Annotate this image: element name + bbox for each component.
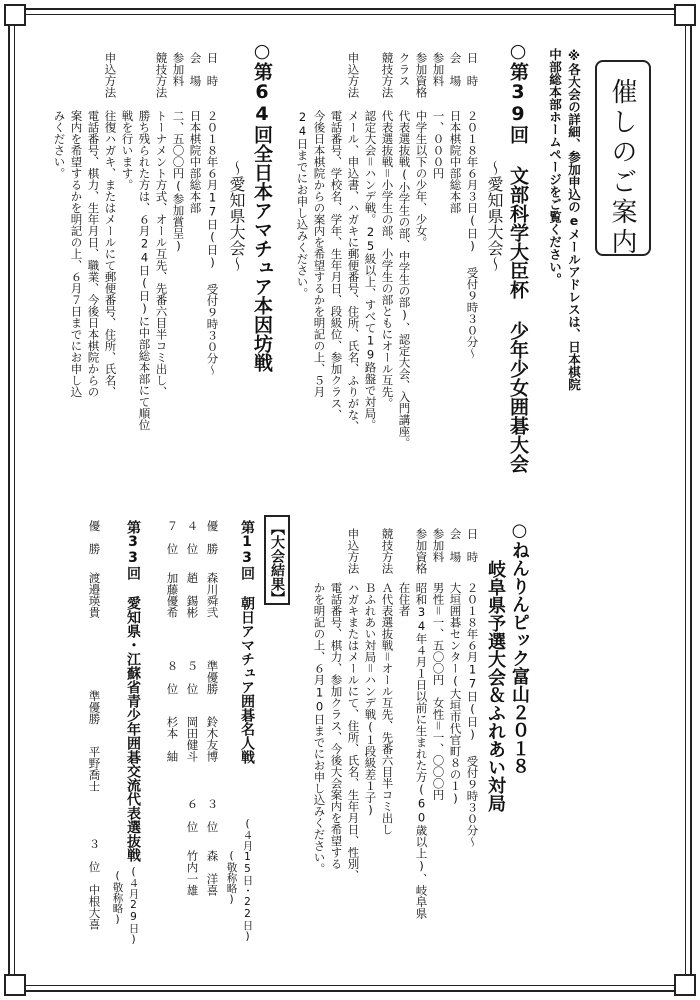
result1-name: 森 洋喜	[205, 850, 220, 896]
event1-value: 代表選抜戦(小学生の部、中学生の部)、認定大会、入門講座。	[397, 110, 412, 449]
result1-rank: ４ 位	[185, 520, 200, 555]
result1-rank: ６ 位	[185, 798, 200, 833]
event1-value: ２０１８年６月３日(日) 受付９時３０分～	[465, 110, 480, 359]
corner-ornament	[4, 974, 26, 996]
notice-line-1: ※各大会の詳細、参加申込のeメールアドレスは、日本棋院	[566, 48, 582, 391]
title-box	[595, 60, 651, 256]
event2-label: 日 時	[205, 52, 220, 87]
event2-value: ２０１８年６月17日(日) 受付９時３０分～	[205, 110, 220, 376]
result1-name: 趙 錫彬	[185, 572, 200, 618]
corner-ornament	[674, 974, 696, 996]
event2-label: 競技方法	[154, 52, 169, 98]
result1-rank: ８ 位	[165, 660, 180, 695]
event3-label: 参加料	[431, 528, 446, 563]
result2-date: (４月29日)	[127, 866, 140, 946]
result1-name: 竹内一雄	[185, 850, 200, 896]
result1-rank: ３ 位	[205, 798, 220, 833]
result2-name: 中根大喜	[87, 884, 102, 930]
event1-value: 認定大会＝ハンデ戦。25級以上、すべて19路盤で対局。	[363, 110, 378, 431]
event2-title: ○第64回全日本アマチュア本因坊戦	[251, 40, 273, 372]
event3-value: 在住者	[397, 582, 412, 617]
event1-subtitle: ～愛知県大会～	[485, 160, 504, 272]
result2-name: 平野喬士	[87, 746, 102, 792]
event1-value: メール、申込書、ハガキに郵便番号、住所、氏名、ふりがな、	[346, 110, 361, 432]
result2-rank: ３ 位	[87, 838, 102, 873]
event2-label: 参加料	[171, 52, 186, 87]
corner-ornament	[4, 4, 26, 26]
event2-subtitle: ～愛知県大会～	[227, 160, 246, 272]
result1-date: (４月15日・22日)	[241, 818, 254, 943]
notice-line-2: 中部総本部ホームページをご覧ください。	[547, 48, 563, 286]
result1-honor: (敬称略)	[225, 850, 238, 906]
event3-value: Ｂふれあい対局＝ハンデ戦(１段級差１子)	[363, 582, 378, 817]
result1-name: 加藤優希	[165, 572, 180, 618]
event3-value: かを明記の上、６月10日までにお申し込みください。	[312, 582, 327, 875]
event1-value: 24日までにお申し込みください。	[295, 110, 310, 299]
event2-value: トーナメント方式、オール互先、先番六目半コミ出し、	[154, 110, 169, 398]
event2-value: みください。	[52, 110, 67, 179]
results-label: 【大会結果】	[269, 521, 285, 605]
event1-value: 一、０００円	[431, 110, 446, 179]
event2-label: 会 場	[188, 52, 203, 87]
result2-rank: 準優勝	[87, 690, 102, 725]
result2-title: 第33回 愛知県・江蘇省青少年囲碁交流代表選抜戦	[125, 520, 141, 862]
event1-value: 電話番号、学校名、学年、生年月日、段級位、参加クラス、	[329, 110, 344, 421]
page-title: 催しのご案内	[607, 78, 637, 258]
result1-name: 森川舜弐	[205, 572, 220, 618]
result1-name: 鈴木友博	[205, 716, 220, 762]
event3-label: 日 時	[465, 528, 480, 563]
event1-label: クラス	[397, 52, 412, 87]
event3-value: ２０１８年６月17日(日) 受付９時３０分～	[465, 582, 480, 848]
result1-rank: ５ 位	[185, 660, 200, 695]
event3-value: ハガキまたはメールにて、住所、氏名、生年月日、性別、	[346, 582, 361, 881]
corner-ornament	[674, 4, 696, 26]
event2-label: 申込方法	[103, 52, 118, 98]
event3-value: 昭和34年４月１日以前に生まれた方(60歳以上)、岐阜県	[414, 582, 429, 919]
result2-name: 渡邉瑛貴	[87, 572, 102, 618]
event3-label: 申込方法	[346, 528, 361, 574]
event3-value: Ａ代表選抜戦＝オール互先、先番六目半コミ出し	[380, 582, 395, 835]
result1-rank: 準優勝	[205, 660, 220, 695]
event1-label: 申込方法	[346, 52, 361, 98]
event2-value: 勝ち残られた方は、６月24日(日)に中部総本部にて順位	[137, 110, 152, 431]
event1-label: 参加料	[431, 52, 446, 87]
event2-value: 往復ハガキ、またはメールにて郵便番号、住所、氏名、	[103, 110, 118, 398]
event2-value: 電話番号、棋力、生年月日、職業、今後日本棋院からの	[86, 110, 101, 398]
event1-value: 中学生以下の少年、少女。	[414, 110, 429, 248]
event1-value: 日本棋院中部総本部	[448, 110, 463, 214]
event3-value: 男性＝一、五〇〇円 女性＝一、〇〇〇円	[431, 582, 446, 801]
result2-honor: (敬称略)	[111, 870, 124, 926]
event3-label: 競技方法	[380, 528, 395, 574]
event2-value: 二、五〇〇円(参加賞呈)	[171, 110, 186, 253]
event2-value: 案内を希望するかを明記の上、６月７日までにお申し込	[69, 110, 84, 398]
event3-title: ○ねんりんピック富山２０１８	[509, 520, 530, 775]
event1-value: 今後日本棋院からの案内を希望するかを明記の上、５月	[312, 110, 327, 398]
result1-rank: 優 勝	[205, 520, 220, 555]
result1-title: 第13回 朝日アマチュア囲碁名人戦	[239, 520, 255, 764]
event1-label: 日 時	[465, 52, 480, 87]
results-label-box	[264, 515, 290, 605]
result1-name: 杉本 紬	[165, 716, 180, 762]
event3-value: 大垣囲碁センター(大垣市代官町８の１)	[448, 582, 463, 806]
result2-rank: 優 勝	[87, 520, 102, 555]
event1-label: 参加資格	[414, 52, 429, 98]
result1-rank: ７ 位	[165, 520, 180, 555]
event1-value: 代表選抜戦＝小学生の部、小学生の部ともにオール互先。	[380, 110, 395, 409]
result1-name: 岡田健斗	[185, 716, 200, 762]
event3-value: 電話番号、棋力、参加クラス、今後大会案内を希望する	[329, 582, 344, 870]
event2-value: 日本棋院中部総本部	[188, 110, 203, 214]
event1-label: 会 場	[448, 52, 463, 87]
event3-label: 参加資格	[414, 528, 429, 574]
event1-title: ○第39回 文部科学大臣杯 少年少女囲碁大会	[507, 40, 529, 473]
event3-subtitle: 岐阜県予選大会＆ふれあい対局	[485, 560, 506, 812]
event1-label: 競技方法	[380, 52, 395, 98]
event3-label: 会 場	[448, 528, 463, 563]
event2-value: 戦を行います。	[120, 110, 135, 191]
